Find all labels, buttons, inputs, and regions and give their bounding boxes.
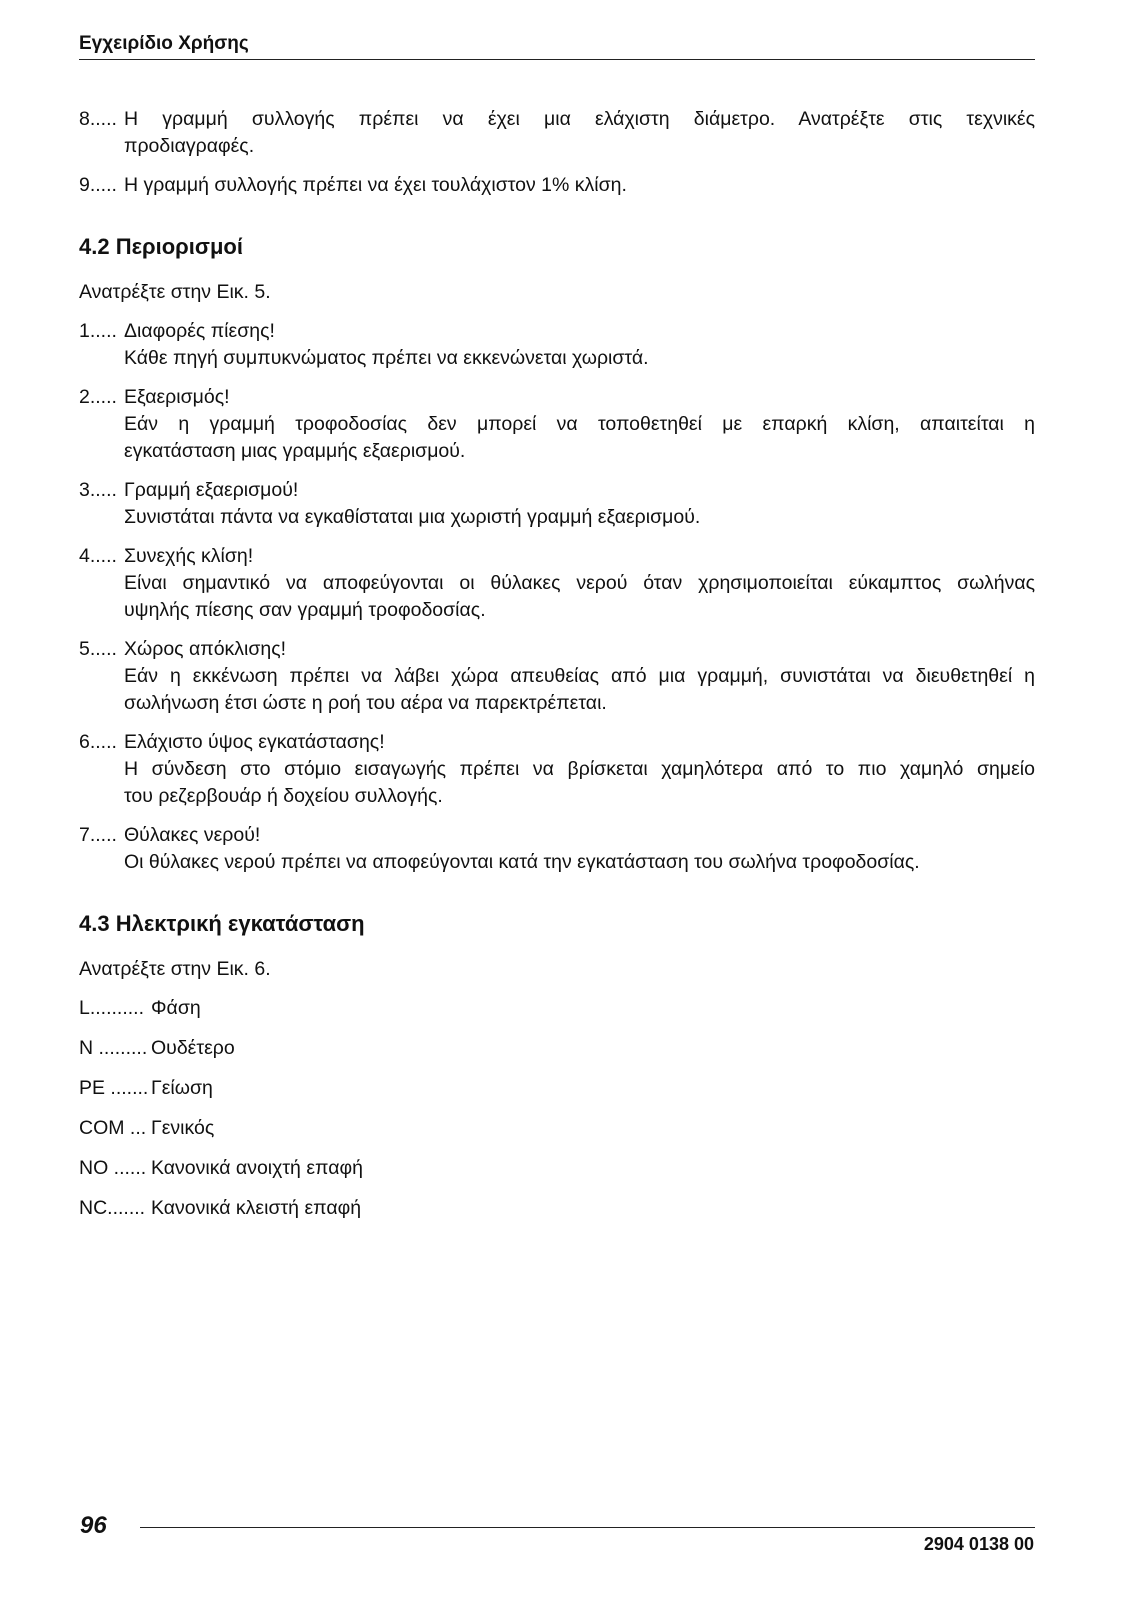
item-number: 3..... bbox=[79, 479, 117, 501]
item-number: 4..... bbox=[79, 545, 117, 567]
list-item bbox=[79, 318, 1035, 372]
legend-key: L.......... bbox=[79, 997, 145, 1019]
section-intro: Ανατρέξτε στην Εικ. 6. bbox=[79, 958, 271, 980]
page-content bbox=[79, 106, 1035, 1235]
legend-key: PE ....... bbox=[79, 1077, 149, 1099]
item-line: Η σύνδεση στο στόμιο εισαγωγής πρέπει να βρίσκεται χαμηλότερα από το πιο χαμηλό σημείο bbox=[124, 758, 1035, 780]
item-line: Η γραμμή συλλογής πρέπει να έχει μια ελάχιστη διάμετρο. Ανατρέξτε στις τεχνικές bbox=[124, 108, 1035, 130]
item-line: Εάν η εκκένωση πρέπει να λάβει χώρα απευθείας από μια γραμμή, συνιστάται να διευθετηθεί η bbox=[124, 665, 1035, 687]
item-line: σωλήνωση έτσι ώστε η ροή του αέρα να παρεκτρέπεται. bbox=[124, 692, 607, 714]
legend-key: NC....... bbox=[79, 1197, 146, 1219]
item-line: Συνιστάται πάντα να εγκαθίσταται μια χωριστή γραμμή εξαερισμού. bbox=[124, 506, 701, 528]
section-heading-4-2: 4.2 Περιορισμοί bbox=[79, 234, 243, 259]
list-item bbox=[79, 172, 1035, 199]
footer-divider bbox=[140, 1527, 1035, 1528]
list-item bbox=[79, 384, 1035, 465]
item-number: 8..... bbox=[79, 108, 117, 130]
item-title: Εξαερισμός! bbox=[124, 386, 230, 408]
legend-key: COM ... bbox=[79, 1117, 147, 1139]
item-body bbox=[124, 477, 1035, 531]
legend-key: N ......... bbox=[79, 1037, 148, 1059]
list-item bbox=[79, 543, 1035, 624]
item-number: 5..... bbox=[79, 638, 117, 660]
legend-item bbox=[79, 1195, 1035, 1222]
item-line: Η γραμμή συλλογής πρέπει να έχει τουλάχιστον 1% κλίση. bbox=[124, 174, 627, 196]
legend-value: Γενικός bbox=[151, 1117, 215, 1139]
list-item bbox=[79, 822, 1035, 876]
legend-item bbox=[79, 1155, 1035, 1182]
item-number: 7..... bbox=[79, 824, 117, 846]
item-number: 6..... bbox=[79, 731, 117, 753]
legend-value: Γείωση bbox=[151, 1077, 213, 1099]
item-line: Είναι σημαντικό να αποφεύγονται οι θύλακες νερού όταν χρησιμοποιείται εύκαμπτος σωλήνας bbox=[124, 572, 1035, 594]
legend-key: NO ...... bbox=[79, 1157, 147, 1179]
document-code: 2904 0138 00 bbox=[923, 1534, 1034, 1554]
item-body bbox=[124, 172, 1035, 199]
item-line: Κάθε πηγή συμπυκνώματος πρέπει να εκκενώνεται χωριστά. bbox=[124, 347, 649, 369]
list-item bbox=[79, 729, 1035, 810]
item-body bbox=[124, 318, 1035, 372]
item-number: 9..... bbox=[79, 174, 117, 196]
item-line: Εάν η γραμμή τροφοδοσίας δεν μπορεί να τοποθετηθεί με επαρκή κλίση, απαιτείται η bbox=[124, 413, 1035, 435]
item-line: του ρεζερβουάρ ή δοχείου συλλογής. bbox=[124, 785, 443, 807]
list-item bbox=[79, 106, 1035, 160]
legend-value: Κανονικά ανοιχτή επαφή bbox=[151, 1157, 363, 1179]
item-body bbox=[124, 729, 1035, 810]
legend-item bbox=[79, 1075, 1035, 1102]
section-heading-4-3: 4.3 Ηλεκτρική εγκατάσταση bbox=[79, 911, 365, 936]
legend-value: Φάση bbox=[151, 997, 201, 1019]
item-body bbox=[124, 543, 1035, 624]
page-number: 96 bbox=[80, 1512, 107, 1539]
item-line: Οι θύλακες νερού πρέπει να αποφεύγονται κατά την εγκατάσταση του σωλήνα τροφοδοσίας. bbox=[124, 851, 920, 873]
list-item bbox=[79, 477, 1035, 531]
legend-value: Ουδέτερο bbox=[151, 1037, 235, 1059]
item-title: Χώρος απόκλισης! bbox=[124, 638, 287, 660]
item-title: Γραμμή εξαερισμού! bbox=[124, 479, 299, 501]
item-number: 2..... bbox=[79, 386, 117, 408]
item-body bbox=[124, 636, 1035, 717]
item-body bbox=[124, 822, 1035, 876]
item-line: προδιαγραφές. bbox=[124, 135, 255, 157]
item-number: 1..... bbox=[79, 320, 117, 342]
list-item bbox=[79, 636, 1035, 717]
item-title: Ελάχιστο ύψος εγκατάστασης! bbox=[124, 731, 385, 753]
item-title: Θύλακες νερού! bbox=[124, 824, 261, 846]
item-title: Διαφορές πίεσης! bbox=[124, 320, 275, 342]
item-line: υψηλής πίεσης σαν γραμμή τροφοδοσίας. bbox=[124, 599, 486, 621]
item-title: Συνεχής κλίση! bbox=[124, 545, 254, 567]
legend-value: Κανονικά κλειστή επαφή bbox=[151, 1197, 362, 1219]
item-line: εγκατάσταση μιας γραμμής εξαερισμού. bbox=[124, 440, 466, 462]
legend-item bbox=[79, 995, 1035, 1022]
section-intro: Ανατρέξτε στην Εικ. 5. bbox=[79, 281, 271, 303]
wiring-legend bbox=[79, 995, 1035, 1222]
running-header-title: Εγχειρίδιο Χρήσης bbox=[79, 33, 249, 54]
header-divider bbox=[79, 59, 1035, 60]
legend-item bbox=[79, 1115, 1035, 1142]
item-body bbox=[124, 106, 1035, 160]
legend-item bbox=[79, 1035, 1035, 1062]
item-body bbox=[124, 384, 1035, 465]
